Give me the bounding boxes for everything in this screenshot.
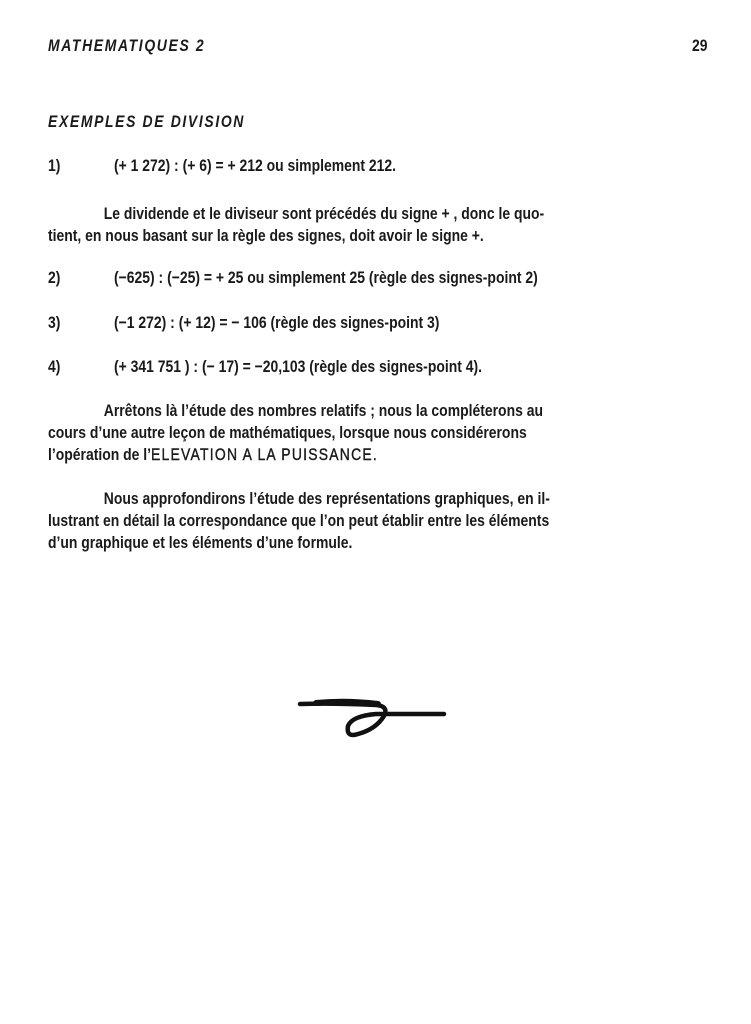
paragraph-line: cours d’une autre leçon de mathématiques, lorsque nous considérerons [48, 423, 527, 442]
paragraph-relative-numbers [48, 400, 751, 466]
explanation-paragraph [48, 203, 751, 247]
line-prefix: l’opération de l’ [48, 445, 152, 464]
paragraph-line: Le dividende et le diviseur sont précédés du signe + , donc le quo- [103, 204, 545, 223]
paragraph-graphics [48, 488, 751, 554]
example-expression: (−1 272) : (+ 12) = − 106 (règle des signes-point 3) [114, 313, 440, 332]
page-number [692, 36, 711, 56]
page-number-text: 29 [692, 36, 708, 55]
example-number: 2) [48, 268, 61, 287]
example-expression: (+ 341 751 ) : (− 17) = −20,103 (règle des signes-point 4). [114, 357, 483, 376]
example-expression: (−625) : (−25) = + 25 ou simplement 25 (règle des signes-point 2) [114, 268, 538, 287]
paragraph-line: Nous approfondirons l’étude des représentations graphiques, en il- [103, 489, 550, 508]
example-number: 4) [48, 357, 61, 376]
section-title [48, 112, 288, 132]
elevation-caps: ELEVATION A LA PUISSANCE. [151, 445, 379, 464]
section-title-text: EXEMPLES DE DIVISION [48, 112, 246, 131]
paragraph-line: Arrêtons là l’étude des nombres relatifs ; nous la compléterons au [103, 401, 543, 420]
paragraph-line: tient, en nous basant sur la règle des signes, doit avoir le signe +. [48, 226, 484, 245]
paragraph-line [48, 444, 704, 466]
paragraph-line: d’un graphique et les éléments d’une formule. [48, 533, 353, 552]
example-number: 1) [48, 156, 61, 175]
example-number: 3) [48, 313, 61, 332]
paragraph-line: lustrant en détail la correspondance que l’on peut établir entre les éléments [48, 511, 550, 530]
running-head [48, 36, 240, 56]
end-of-chapter-flourish-icon [296, 694, 451, 759]
running-head-text: MATHEMATIQUES 2 [48, 36, 206, 55]
example-expression: (+ 1 272) : (+ 6) = + 212 ou simplement 212. [114, 156, 397, 175]
